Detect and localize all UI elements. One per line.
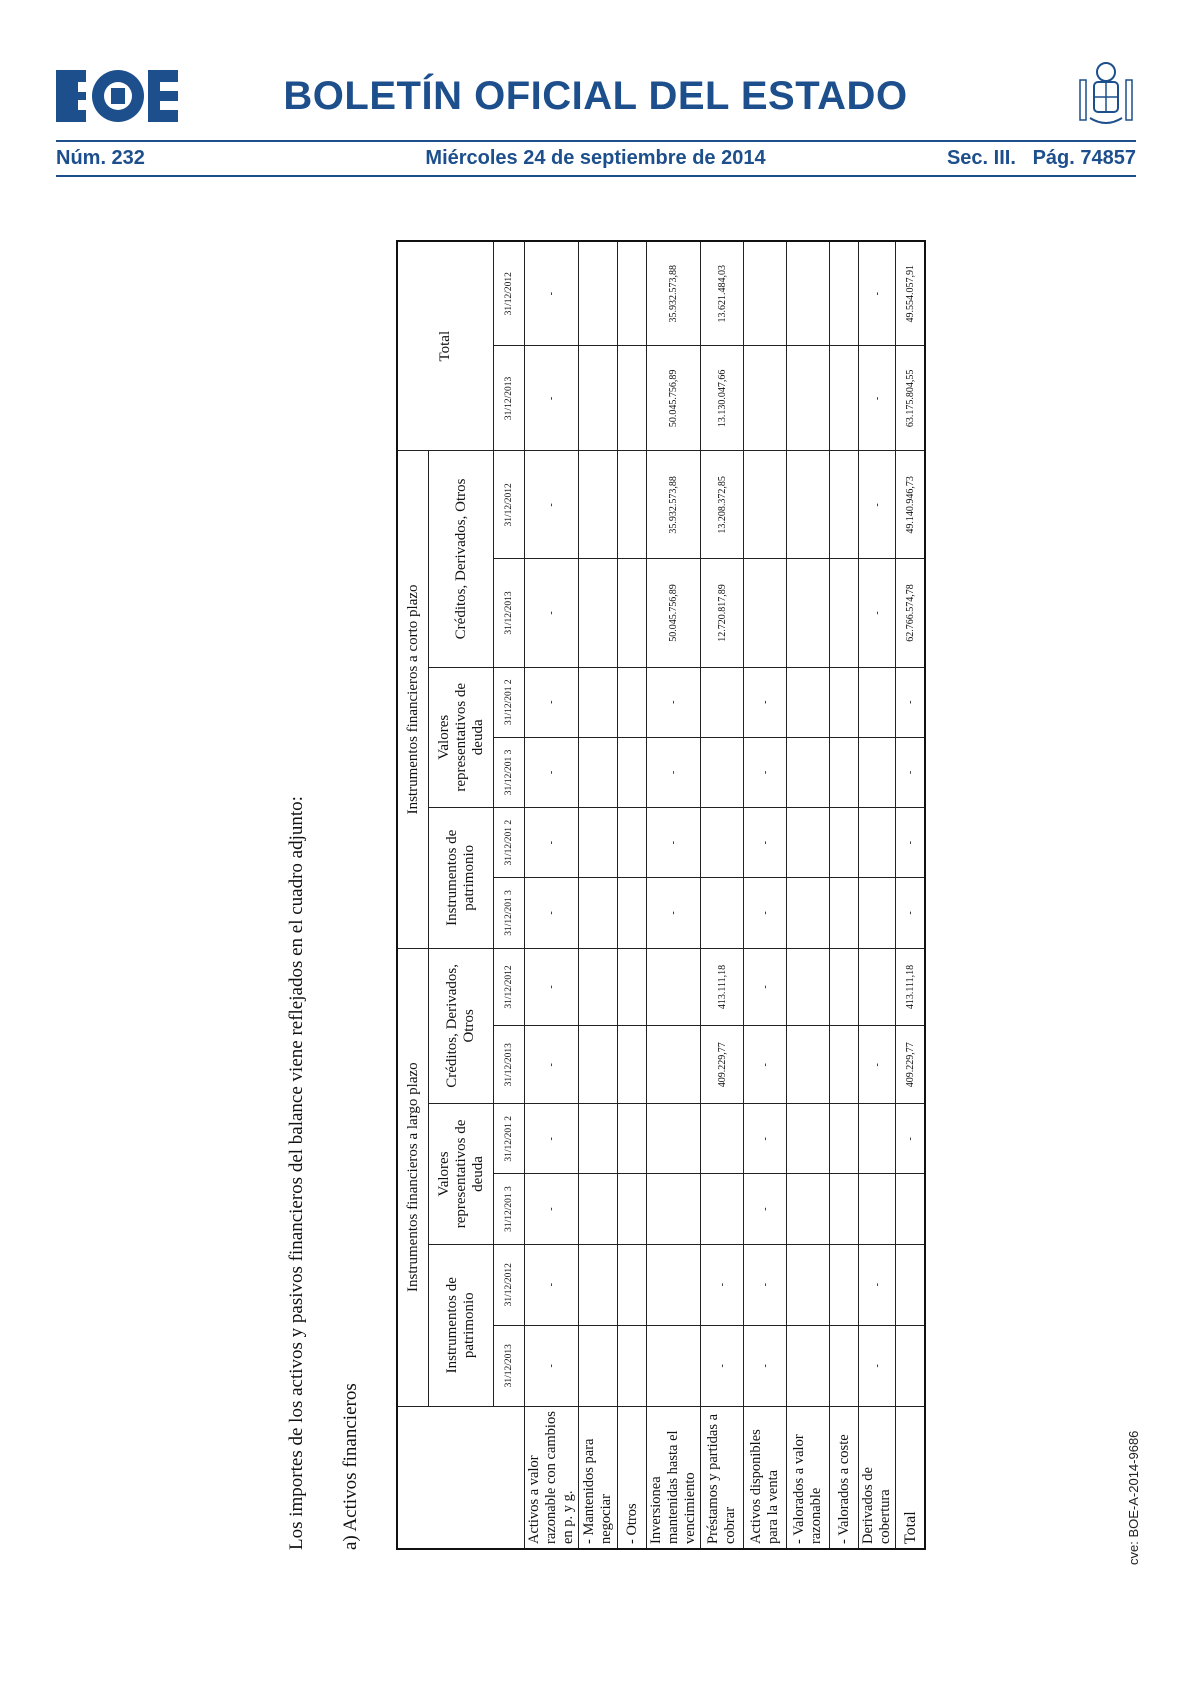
- table-cell: -: [859, 346, 896, 451]
- date-header: 31/12/2013: [494, 559, 525, 667]
- group-total: Total: [397, 241, 494, 451]
- table-cell: [579, 808, 618, 878]
- table-cell: [859, 737, 896, 807]
- table-cell: 409.229,77: [701, 1026, 744, 1104]
- table-cell: [830, 1026, 859, 1104]
- table-row: [701, 241, 744, 1549]
- table-row: [525, 241, 579, 1549]
- st-debt-header: Valores representativos de deuda: [429, 667, 494, 808]
- table-row: [579, 241, 618, 1549]
- table-cell: -: [525, 241, 579, 346]
- header-rule-bottom: [56, 175, 1136, 177]
- row-label: Activos disponibles para la venta: [744, 1406, 787, 1549]
- table-cell: 49.140.946,73: [896, 451, 926, 559]
- table-cell: [830, 1174, 859, 1244]
- table-cell: -: [525, 1174, 579, 1244]
- table-cell: -: [859, 451, 896, 559]
- table-row: [787, 241, 830, 1549]
- table-cell: 49.554.057,91: [896, 241, 926, 346]
- table-cell: [787, 878, 830, 948]
- issue-number: Núm. 232: [56, 147, 145, 169]
- boe-logo: [56, 70, 178, 122]
- table-cell: [647, 948, 701, 1026]
- table-cell: -: [896, 737, 926, 807]
- table-cell: [647, 1174, 701, 1244]
- table-cell: [830, 737, 859, 807]
- table-cell: -: [525, 667, 579, 737]
- date-header: 31/12/201 2: [494, 667, 525, 737]
- table-cell: [787, 1026, 830, 1104]
- table-cell: [579, 451, 618, 559]
- row-label: Inversionea mantenidas hasta el vencimiento: [647, 1406, 701, 1549]
- table-row: [647, 241, 701, 1549]
- table-cell: [830, 948, 859, 1026]
- table-cell: [787, 559, 830, 667]
- table-cell: 409.229,77: [896, 1026, 926, 1104]
- table-cell: [830, 1104, 859, 1174]
- table-cell: [896, 1325, 926, 1406]
- table-cell: -: [744, 1174, 787, 1244]
- date-header: 31/12/2012: [494, 451, 525, 559]
- table-cell: -: [896, 1104, 926, 1174]
- table-cell: [744, 241, 787, 346]
- table-cell: [618, 667, 647, 737]
- table-cell: [830, 241, 859, 346]
- table-cell: [787, 948, 830, 1026]
- table-cell: -: [525, 1104, 579, 1174]
- date-header: 31/12/2013: [494, 346, 525, 451]
- row-label: Derivados de cobertura: [859, 1406, 896, 1549]
- lt-credits-header: Créditos, Derivados, Otros: [429, 948, 494, 1104]
- table-cell: [830, 559, 859, 667]
- intro-text: Los importes de los activos y pasivos financieros del balance viene reflejados en el cuadro adjunto:: [286, 796, 307, 1550]
- table-cell: -: [896, 808, 926, 878]
- table-cell: [859, 808, 896, 878]
- table-cell: [579, 1104, 618, 1174]
- table-cell: 50.045.756,89: [647, 559, 701, 667]
- row-label: - Mantenidos para negociar: [579, 1406, 618, 1549]
- table-cell: [618, 948, 647, 1026]
- table-cell: -: [744, 737, 787, 807]
- table-cell: -: [859, 1325, 896, 1406]
- table-cell: [647, 1026, 701, 1104]
- date-header: 31/12/2012: [494, 241, 525, 346]
- lt-equity-header: Instrumentos de patrimonio: [429, 1244, 494, 1406]
- table-body: [525, 241, 926, 1549]
- table-cell: [896, 1244, 926, 1325]
- table-cell: -: [525, 1244, 579, 1325]
- corner-cell: [397, 1406, 525, 1549]
- issue-date: Miércoles 24 de septiembre de 2014: [425, 147, 766, 169]
- table-cell: -: [647, 808, 701, 878]
- table-cell: -: [859, 1026, 896, 1104]
- group-long-term: Instrumentos financieros a largo plazo: [397, 948, 429, 1406]
- table-cell: [701, 1174, 744, 1244]
- table-cell: [618, 1244, 647, 1325]
- financial-assets-table: [396, 240, 926, 1550]
- table-cell: [830, 808, 859, 878]
- table-cell: -: [647, 667, 701, 737]
- table-cell: [701, 667, 744, 737]
- table-row: [744, 241, 787, 1549]
- row-label: - Valorados a valor razonable: [787, 1406, 830, 1549]
- table-cell: -: [525, 808, 579, 878]
- table-cell: -: [525, 878, 579, 948]
- table-cell: [787, 1104, 830, 1174]
- table-cell: [579, 1325, 618, 1406]
- date-header: 31/12/2012: [494, 948, 525, 1026]
- table-cell: [618, 808, 647, 878]
- table-cell: [618, 346, 647, 451]
- table-cell: [579, 737, 618, 807]
- table-cell: [618, 451, 647, 559]
- table-cell: -: [701, 1325, 744, 1406]
- table-cell: -: [525, 451, 579, 559]
- group-short-term: Instrumentos financieros a corto plazo: [397, 451, 429, 948]
- date-header: 31/12/201 2: [494, 1104, 525, 1174]
- table-cell: [701, 808, 744, 878]
- table-cell: [744, 346, 787, 451]
- table-cell: [618, 878, 647, 948]
- table-cell: 12.720.817,89: [701, 559, 744, 667]
- table-cell: [859, 1174, 896, 1244]
- table-cell: [787, 737, 830, 807]
- table-cell: [787, 808, 830, 878]
- table-cell: [647, 1104, 701, 1174]
- table-cell: -: [647, 878, 701, 948]
- section-subtitle: a) Activos financieros: [340, 1383, 361, 1550]
- table-cell: -: [525, 1325, 579, 1406]
- table-cell: -: [525, 737, 579, 807]
- table-cell: [896, 1174, 926, 1244]
- table-cell: -: [859, 241, 896, 346]
- table-cell: [579, 346, 618, 451]
- table-cell: [618, 241, 647, 346]
- table-cell: 62.766.574,78: [896, 559, 926, 667]
- st-equity-header: Instrumentos de patrimonio: [429, 808, 494, 949]
- rotated-content: [286, 240, 919, 1550]
- table-row: [830, 241, 859, 1549]
- row-label: Activos a valor razonable con cambios en p. y g.: [525, 1406, 579, 1549]
- date-header: 31/12/201 3: [494, 737, 525, 807]
- coat-of-arms-icon: [1076, 60, 1136, 130]
- table-cell: [859, 878, 896, 948]
- table-cell: [830, 1244, 859, 1325]
- table-cell: -: [744, 808, 787, 878]
- row-label: Total: [896, 1406, 926, 1549]
- table-cell: [787, 667, 830, 737]
- table-cell: [744, 451, 787, 559]
- table-cell: [701, 737, 744, 807]
- table-row: [896, 241, 926, 1549]
- table-cell: 13.621.484,03: [701, 241, 744, 346]
- header-rule-top: [56, 140, 1136, 142]
- table-cell: [830, 451, 859, 559]
- table-cell: 35.932.573,88: [647, 451, 701, 559]
- table-cell: [618, 1174, 647, 1244]
- section-label: Sec. III.: [946, 147, 1016, 169]
- page-title: BOLETÍN OFICIAL DEL ESTADO: [283, 74, 908, 118]
- table-cell: [579, 878, 618, 948]
- table-cell: [579, 559, 618, 667]
- table-cell: [830, 878, 859, 948]
- table-cell: [647, 1244, 701, 1325]
- table-cell: 13.130.047,66: [701, 346, 744, 451]
- table-cell: [647, 1325, 701, 1406]
- row-label: Préstamos y partidas a cobrar: [701, 1406, 744, 1549]
- table-cell: -: [525, 948, 579, 1026]
- table-cell: -: [896, 878, 926, 948]
- section-page: [947, 147, 1136, 170]
- table-cell: 413.111,18: [701, 948, 744, 1026]
- lt-debt-header: Valores representativos de deuda: [429, 1104, 494, 1245]
- table-cell: -: [744, 948, 787, 1026]
- table-cell: -: [647, 737, 701, 807]
- table-cell: [744, 559, 787, 667]
- table-cell: [579, 1174, 618, 1244]
- table-cell: 13.208.372,85: [701, 451, 744, 559]
- row-label: - Valorados a coste: [830, 1406, 859, 1549]
- table-cell: [787, 1244, 830, 1325]
- table-cell: 63.175.804,55: [896, 346, 926, 451]
- table-cell: [859, 948, 896, 1026]
- table-cell: [579, 241, 618, 346]
- table-cell: [579, 1244, 618, 1325]
- table-row: [859, 241, 896, 1549]
- table-cell: [618, 1325, 647, 1406]
- cve-code: cve: BOE-A-2014-9686: [1126, 1430, 1141, 1565]
- table-cell: [618, 737, 647, 807]
- table-cell: -: [744, 1026, 787, 1104]
- date-header: 31/12/201 2: [494, 808, 525, 878]
- table-cell: [701, 1104, 744, 1174]
- row-label: - Otros: [618, 1406, 647, 1549]
- table-cell: 413.111,18: [896, 948, 926, 1026]
- table-cell: [701, 878, 744, 948]
- table-cell: -: [744, 1104, 787, 1174]
- table-cell: -: [525, 1026, 579, 1104]
- table-cell: [787, 241, 830, 346]
- table-cell: [787, 1174, 830, 1244]
- table-cell: [787, 451, 830, 559]
- page-label: Pág. 74857: [1032, 147, 1136, 169]
- table-cell: [830, 667, 859, 737]
- table-cell: [618, 559, 647, 667]
- table-cell: [830, 346, 859, 451]
- date-header: 31/12/2013: [494, 1026, 525, 1104]
- date-header: 31/12/201 3: [494, 878, 525, 948]
- table-cell: -: [744, 878, 787, 948]
- table-cell: [859, 667, 896, 737]
- table-cell: 50.045.756,89: [647, 346, 701, 451]
- table-cell: [579, 948, 618, 1026]
- table-cell: [579, 1026, 618, 1104]
- table-cell: -: [744, 667, 787, 737]
- table-cell: [787, 1325, 830, 1406]
- table-cell: [579, 667, 618, 737]
- date-header: 31/12/201 3: [494, 1174, 525, 1244]
- table-cell: [618, 1104, 647, 1174]
- date-header: 31/12/2012: [494, 1244, 525, 1325]
- date-header: 31/12/2013: [494, 1325, 525, 1406]
- table-cell: -: [859, 559, 896, 667]
- table-row: [618, 241, 647, 1549]
- table-cell: [830, 1325, 859, 1406]
- table-cell: -: [859, 1244, 896, 1325]
- table-cell: -: [525, 559, 579, 667]
- table-cell: -: [744, 1325, 787, 1406]
- table-cell: [787, 346, 830, 451]
- st-credits-header: Créditos, Derivados, Otros: [429, 451, 494, 667]
- table-cell: -: [525, 346, 579, 451]
- table-cell: [859, 1104, 896, 1174]
- table-cell: -: [701, 1244, 744, 1325]
- table-cell: 35.932.573,88: [647, 241, 701, 346]
- table-cell: -: [744, 1244, 787, 1325]
- table-cell: [618, 1026, 647, 1104]
- table-cell: -: [896, 667, 926, 737]
